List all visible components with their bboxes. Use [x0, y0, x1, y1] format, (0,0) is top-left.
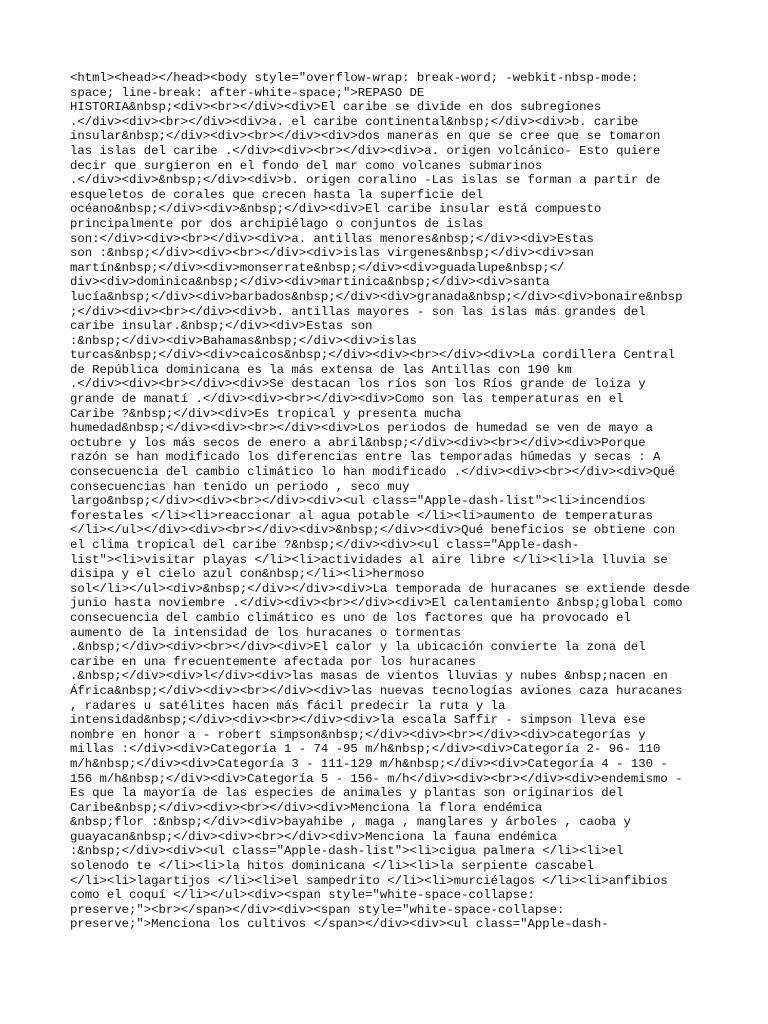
source-line: .&nbsp;</div><div>l</div><div>las masas de vientos lluvias y nubes &nbsp;nacen en [70, 669, 668, 684]
source-line: aumento de la intensidad de los huracanes o tormentas [70, 625, 462, 640]
source-line: Caribe&nbsp;</div><div><br></div><div>Menciona la flora endémica [70, 800, 543, 815]
source-line: largo&nbsp;</div><div><br></div><div><ul class="Apple-dash-list"><li>incendios [70, 494, 646, 509]
source-line: esqueletos de corales que crecen hasta la superficie del [70, 187, 484, 202]
source-line: millas :</div><div>Categoría 1 - 74 -95 m/h&nbsp;</div><div>Categoría 2- 96- 110 [70, 742, 661, 757]
source-line: preserve;">Menciona los cultivos </span></div><div><ul class="Apple-dash- [70, 917, 609, 932]
source-line: Es que la mayoría de las especies de animales y plantas son originarios del [70, 786, 624, 801]
source-line: disipa y el cielo azul con&nbsp;</li><li>hermoso [70, 567, 425, 582]
source-line: ;</div><div><br></div><div>b. antillas mayores - son las islas más grandes del [70, 304, 646, 319]
source-line: nombre en honor a - robert simpson&nbsp;</div><div><br></div><div>categorías y [70, 727, 646, 742]
source-line: octubre y los más secos de enero a abril&nbsp;</div><div><br></div><div>Porque [70, 435, 646, 450]
source-line: </li></ul></div><div><br></div><div>&nbsp;</div><div>Qué beneficios se obtiene con [70, 523, 676, 538]
source-line: como el coquí </li></ul><div><span style="white-space-collapse: [70, 888, 535, 903]
source-line: Caribe ?&nbsp;</div><div>Es tropical y presenta mucha [70, 406, 462, 421]
source-line: las islas del caribe .</div><div><br></div><div>a. origen volcánico- Esto quiere [70, 143, 661, 158]
source-line: grande de manatí .</div><div><br></div><div>Como son las temperaturas en el [70, 392, 624, 407]
source-line: intensidad&nbsp;</div><div><br></div><div>la escala Saffir - simpson lleva ese [70, 713, 646, 728]
source-line: consecuencia del cambio climático lo han modificado .</div><div><br></div><div>Qué [70, 465, 676, 480]
source-line: principalmente por dos archipiélago o conjuntos de islas [70, 216, 484, 231]
source-line: son:</div><div><br></div><div>a. antillas menores&nbsp;</div><div>Estas [70, 231, 594, 246]
source-line: son :&nbsp;</div><div><br></div><div>islas virgenes&nbsp;</div><div>san [70, 246, 594, 261]
source-line: </li><li>lagartijos </li><li>el sampedrito </li><li>murciélagos </li><li>anfibios [70, 873, 668, 888]
source-line: guayacan&nbsp;</div><div><br></div><div>Menciona la fauna endémica [70, 829, 558, 844]
source-line: .</div><div><br></div><div>Se destacan los ríos son los Ríos grande de loiza y [70, 377, 646, 392]
source-line: consecuencia del cambio climático es uno de los factores que ha provocado el [70, 610, 631, 625]
source-line: martín&nbsp;</div><div>monserrate&nbsp;</div><div>guadalupe&nbsp;</ [70, 260, 565, 275]
source-line: África&nbsp;</div><div><br></div><div>las nuevas tecnologías aviones caza huracanes [70, 683, 683, 698]
source-line: humedad&nbsp;</div><div><br></div><div>Los periodos de humedad se ven de mayo a [70, 421, 653, 436]
source-line: :&nbsp;</div><div><ul class="Apple-dash-list"><li>cigua palmera </li><li>el [70, 844, 624, 859]
source-line: turcas&nbsp;</div><div>caicos&nbsp;</div><div><br></div><div>La cordillera Central [70, 348, 676, 363]
source-line: 156 m/h&nbsp;</div><div>Categoría 5 - 156- m/h</div><div><br></div><div>endemismo - [70, 771, 683, 786]
source-line: océano&nbsp;</div><div>&nbsp;</div><div>El caribe insular está compuesto [70, 202, 602, 217]
source-line: consecuencias han tenido un periodo , seco muy [70, 479, 410, 494]
source-line: space; line-break: after-white-space;">REPASO DE [70, 85, 425, 100]
source-line: de República dominicana es la más extensa de las Antillas con 190 km [70, 362, 572, 377]
source-line: preserve;"><br></span></div><div><span style="white-space-collapse: [70, 902, 565, 917]
source-line: HISTORIA&nbsp;<div><br></div><div>El caribe se divide en dos subregiones [70, 100, 602, 115]
source-line: :&nbsp;</div><div>Bahamas&nbsp;</div><div>islas [70, 333, 417, 348]
source-line: sol</li></ul><div>&nbsp;</div></div><div>La temporada de huracanes se extiende desde [70, 581, 690, 596]
source-line: .&nbsp;</div><div><br></div><div>El calor y la ubicación convierte la zona del [70, 640, 646, 655]
source-line: insular&nbsp;</div><div><br></div><div>dos maneras en que se cree que se tomaron [70, 129, 661, 144]
source-line: .</div><div><br></div><div>a. el caribe continental&nbsp;</div><div>b. caribe [70, 114, 639, 129]
source-line: &nbsp;flor :&nbsp;</div><div>bayahibe , maga , manglares y árboles , caoba y [70, 815, 631, 830]
source-line: lucía&nbsp;</div><div>barbados&nbsp;</div><div>granada&nbsp;</div><div>bonaire&nbsp [70, 289, 683, 304]
source-line: list"><li>visitar playas </li><li>actividades al aire libre </li><li>la lluvia se [70, 552, 668, 567]
source-line: forestales </li><li>reaccionar al agua potable </li><li>aumento de temperaturas [70, 508, 653, 523]
source-line: decir que surgieron en el fondo del mar como volcanes submarinos [70, 158, 543, 173]
source-line: el clima tropical del caribe ?&nbsp;</div><div><ul class="Apple-dash- [70, 538, 580, 552]
source-line: razón se han modificado los diferencias entre las temporadas húmedas y secas : A [70, 450, 661, 465]
source-line: caribe insular.&nbsp;</div><div>Estas son [70, 319, 373, 334]
source-line: .</div><div>&nbsp;</div><div>b. origen coralino -Las islas se forman a partir de [70, 173, 661, 188]
source-line: , radares u satélites hacen más fácil predecir la ruta y la [70, 698, 506, 713]
source-line: <html><head></head><body style="overflow-wrap: break-word; -webkit-nbsp-mode: [70, 71, 639, 85]
html-source-text [70, 71, 710, 932]
source-line: caribe en una frecuentemente afectada por los huracanes [70, 654, 476, 669]
source-line: div><div>dominica&nbsp;</div><div>martinica&nbsp;</div><div>santa [70, 275, 550, 290]
source-line: m/h&nbsp;</div><div>Categoría 3 - 111-129 m/h&nbsp;</div><div>Categoría 4 - 130 - [70, 756, 668, 771]
source-line: junio hasta noviembre .</div><div><br></div><div>El calentamiento &nbsp;global como [70, 596, 683, 611]
source-line: solenodo te </li><li>la hitos dominicana </li><li>la serpiente cascabel [70, 859, 594, 874]
